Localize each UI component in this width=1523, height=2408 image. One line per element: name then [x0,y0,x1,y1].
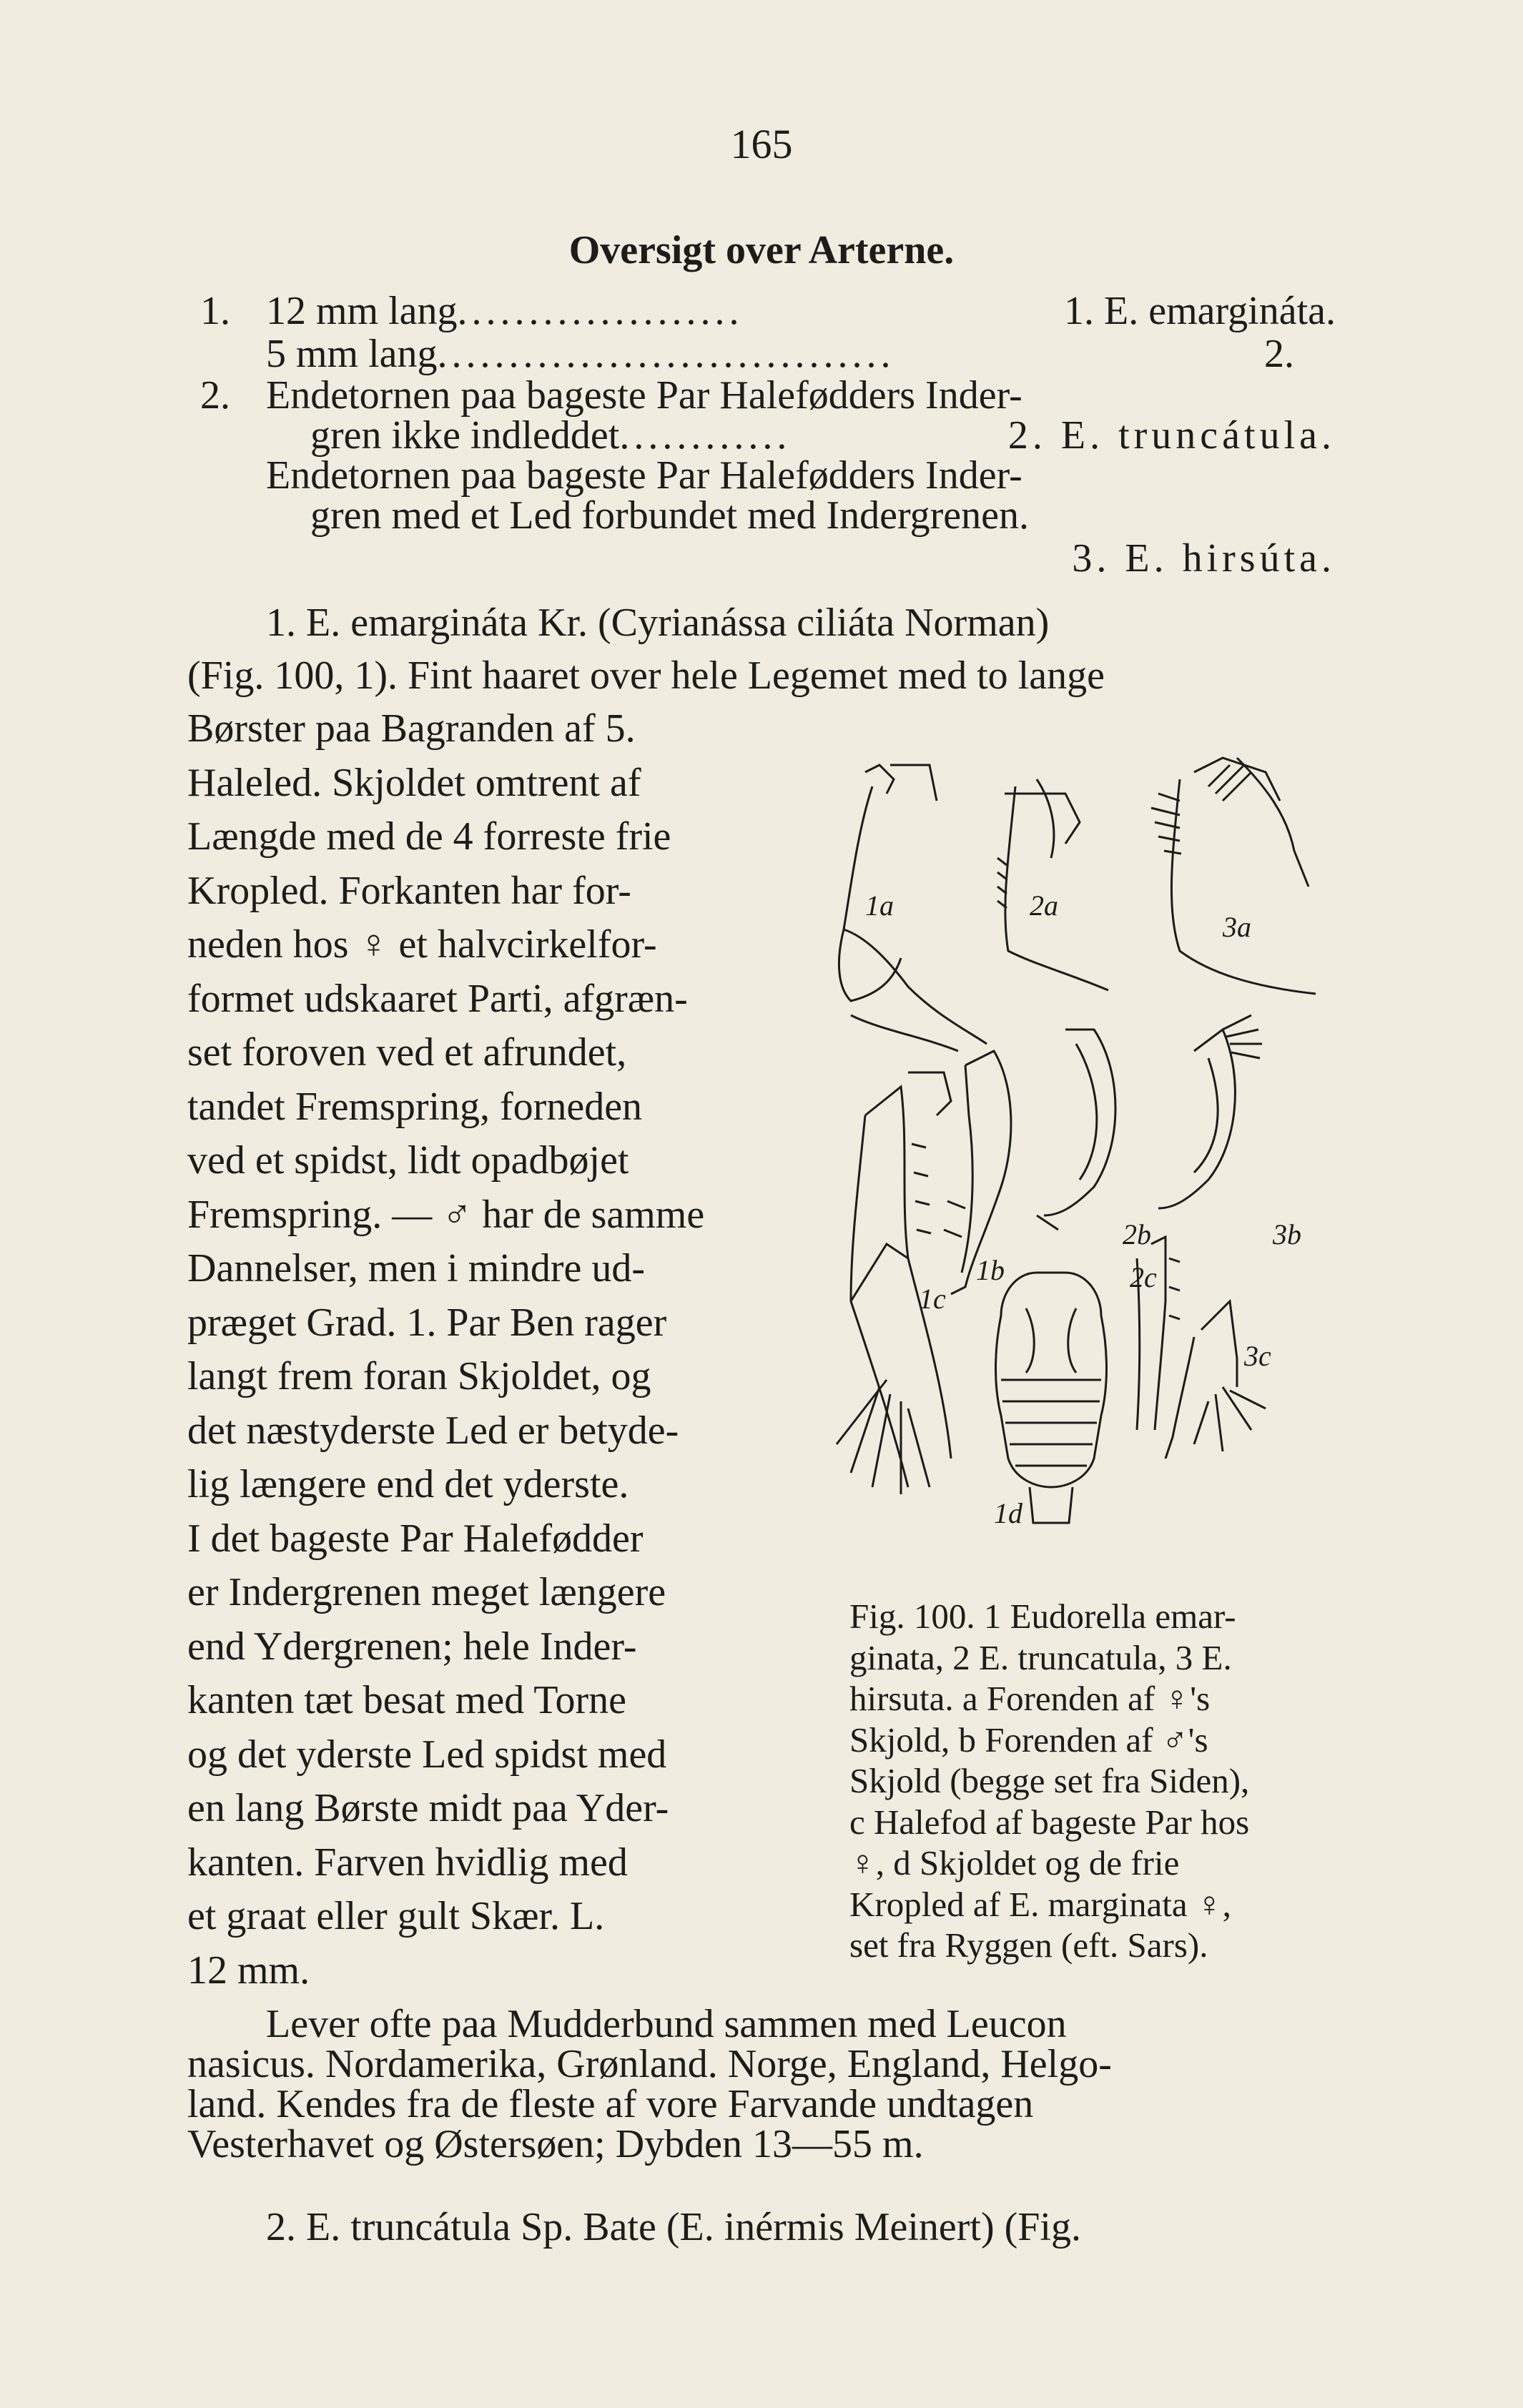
column-line: ved et spidst, lidt opadbøjet [187,1138,629,1183]
figure-1a-drawing [839,765,987,1051]
label-3c: 3c [1244,1340,1271,1372]
species1-intro-line-1: 1. E. emargináta Kr. (Cyrianássa ciliáta Norman) [266,601,1050,645]
species1-tail-line-1: Lever ofte paa Mudderbund sammen med Leucon [266,2002,1067,2046]
column-line: lig længere end det yderste. [187,1462,629,1506]
species1-tail-line-2: nasicus. Nordamerika, Grønland. Norge, England, Helgo- [187,2042,1112,2086]
column-line: formet udskaaret Parti, afgræn- [187,976,688,1021]
column-line: Haleled. Skjoldet omtrent af [187,760,641,805]
caption-line: hirsuta. a Forenden af ♀'s [849,1679,1211,1718]
species1-intro-line-2: (Fig. 100, 1). Fint haaret over hele Legemet med to lange [187,653,1105,698]
caption-line: ginata, 2 E. truncatula, 3 E. [849,1637,1232,1677]
column-line: 12 mm. [187,1948,310,1993]
caption-line: c Halefod af bageste Par hos [849,1802,1250,1842]
label-2a: 2a [1030,889,1058,922]
column-line: er Indergrenen meget længere [187,1570,666,1614]
caption-line: Kropled af E. marginata ♀, [849,1884,1231,1924]
column-line: kanten. Farven hvidlig med [187,1840,628,1885]
column-line: en lang Børste midt paa Yder- [187,1786,669,1830]
caption-line: set fra Ryggen (eft. Sars). [849,1925,1208,1965]
caption-line: ♀, d Skjoldet og de frie [849,1843,1180,1883]
figure-2a-drawing [997,779,1108,990]
column-line: Fremspring. — ♂ har de samme [187,1192,705,1237]
label-2c: 2c [1130,1261,1157,1293]
figure-3c-drawing [1165,1301,1266,1459]
book-page: 165 Oversigt over Arterne. 1. 12 mm lang.................... 1. E. emargináta. 5 mm lang................................ 2. 2. Endetornen paa bageste Par Halefødders Inder- gren ikke indleddet............ 2. E. truncátula. Endetornen paa bageste Par Halefødders Inder- gren med et Led forbundet med Indergrenen. 3. E. hirsúta. 1. E. emargináta Kr. (Cyrianássa ciliáta Norman) (Fig. 100, 1). Fint haaret over hele Legemet med to lange Børster paa Bagranden af 5. Haleled. Skjoldet omtrent af Længde med de 4 forreste frie Kropled. Forkanten har for- neden hos ♀ et halvcirkelfor- formet udskaaret Parti, afgræn- set foroven ved et afrundet, tandet Fremspring, forneden ved et spidst, lidt opadbøjet Fremspring. — ♂ har de samme Dannelser, men i mindre ud- præget Grad. 1. Par Ben rager langt frem foran Skjoldet, og det næstyderste Led er betyde- lig længere end det yderste. I det bageste Par Halefødder er Indergrenen meget længere end Ydergrenen; hele Inder- kanten tæt besat med Torne og det yderste Led spidst med en lang Børste midt paa Yder- kanten. Farven hvidlig med et graat eller gult Skær. L. 12 mm. 1a 2a 3a 1c 1b 2b 3b 2c 3c 1d Fig. 100. 1 Eudorella emar- ginata, 2 E. truncatula, 3 E. hirsuta. a Forenden af ♀'s Skjold, b Forenden af ♂'s Skjold (begge set fra Siden), c Halefod af bageste Par hos ♀, d Skjoldet og de frie Kropled af E. marginata ♀, set fra Ryggen (eft. Sars). Lever ofte paa Mudderbund sammen med Leucon nasicus. Nordamerika, Grønland. Norge, England, Helgo- land. Kendes fra de fleste af vore Farvande undtagen Vesterhavet og Østersøen; Dybden 13—55 m. 2. E. truncátula Sp. Bate (E. inérmis Meinert) (Fig. [0,0,1523,2408]
figure-100 [822,744,1359,1559]
label-1d: 1d [994,1497,1022,1529]
species1-tail-line-4: Vesterhavet og Østersøen; Dybden 13—55 m. [187,2122,924,2166]
figure-3b-drawing [1158,1015,1262,1208]
label-1b: 1b [976,1254,1005,1286]
column-line: langt frem foran Skjoldet, og [187,1354,651,1398]
species2-intro: 2. E. truncátula Sp. Bate (E. inérmis Meinert) (Fig. [266,2205,1081,2249]
column-line: Dannelser, men i mindre ud- [187,1246,646,1291]
caption-line: Fig. 100. 1 Eudorella emar- [849,1597,1236,1636]
column-line: I det bageste Par Halefødder [187,1516,644,1561]
column-line: Børster paa Bagranden af 5. [187,706,636,751]
column-line: neden hos ♀ et halvcirkelfor- [187,922,657,967]
column-line: set foroven ved et afrundet, [187,1030,627,1075]
label-1c: 1c [919,1283,946,1315]
column-line: og det yderste Led spidst med [187,1732,667,1777]
label-3b: 3b [1273,1218,1301,1250]
label-1a: 1a [865,889,894,922]
column-line: et graat eller gult Skær. L. [187,1894,605,1938]
figure-3a-drawing [1151,758,1316,994]
label-3a: 3a [1223,911,1251,943]
column-line: præget Grad. 1. Par Ben rager [187,1300,667,1345]
label-2b: 2b [1123,1218,1151,1250]
column-line: kanten tæt besat med Torne [187,1678,627,1722]
column-line: det næstyderste Led er betyde- [187,1408,679,1453]
caption-line: Skjold, b Forenden af ♂'s [849,1719,1208,1760]
caption-line: Skjold (begge set fra Siden), [849,1761,1250,1800]
figure-1d-drawing [996,1273,1107,1523]
figure-2b-drawing [1037,1030,1115,1230]
page-number: 165 [730,121,793,167]
species1-tail-line-3: land. Kendes fra de fleste af vore Farvande undtagen [187,2082,1034,2126]
column-line: tandet Fremspring, forneden [187,1084,643,1129]
column-line: Længde med de 4 forreste frie [187,814,671,859]
section-heading: Oversigt over Arterne. [568,228,955,272]
column-line: end Ydergrenen; hele Inder- [187,1624,637,1669]
column-line: Kropled. Forkanten har for- [187,868,631,913]
